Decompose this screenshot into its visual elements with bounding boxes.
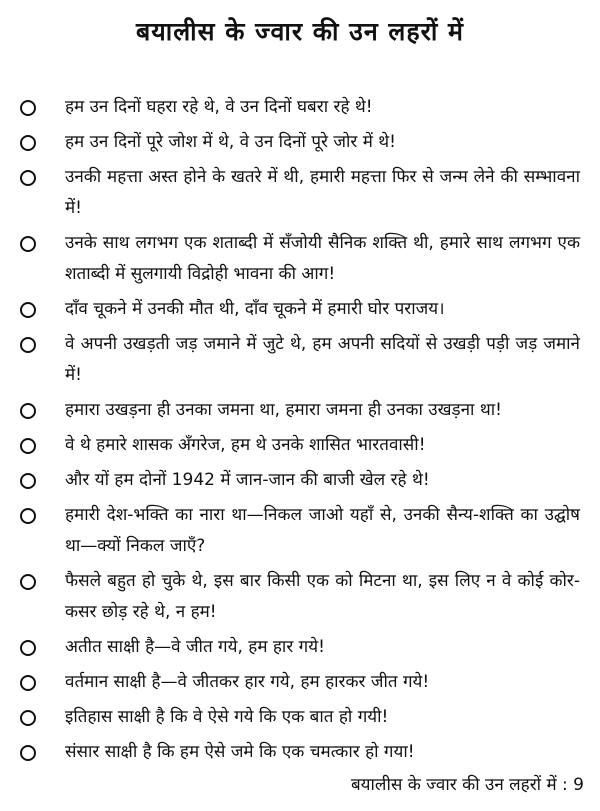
list-item-text: वर्तमान साक्षी है—वे जीतकर हार गये, हम हारकर जीत गये! [65, 672, 430, 692]
list-item [20, 465, 580, 496]
list-item-text: उनकी महत्ता अस्त होने के खतरे में थी, हमारी महत्ता फिर से जन्म लेने की सम्भावना में! [65, 167, 580, 218]
circle-bullet-icon [20, 302, 36, 318]
list-item [20, 702, 580, 733]
page-footer: बयालीस के ज्वार की उन लहरों में : 9 [350, 775, 584, 795]
circle-bullet-icon [20, 675, 36, 691]
circle-bullet-icon [20, 574, 36, 590]
circle-bullet-icon [20, 170, 36, 186]
circle-bullet-icon [20, 745, 36, 761]
list-item-text: वे थे हमारे शासक अँगरेज, हम थे उनके शासित भारतवासी! [65, 435, 426, 455]
list-item [20, 329, 580, 391]
circle-bullet-icon [20, 710, 36, 726]
list-item [20, 667, 580, 698]
list-item [20, 632, 580, 663]
list-item-text: इतिहास साक्षी है कि वे ऐसे गये कि एक बात हो गयी! [65, 707, 389, 727]
list-item [20, 500, 580, 562]
circle-bullet-icon [20, 135, 36, 151]
circle-bullet-icon [20, 403, 36, 419]
list-item [20, 127, 580, 158]
list-item [20, 430, 580, 461]
circle-bullet-icon [20, 508, 36, 524]
circle-bullet-icon [20, 438, 36, 454]
list-item-text: दाँव चूकने में उनकी मौत थी, दाँव चूकने में हमारी घोर पराजय। [65, 299, 445, 319]
bullet-list [20, 92, 580, 772]
list-item-text: अतीत साक्षी है—वे जीत गये, हम हार गये! [65, 637, 325, 657]
list-item [20, 92, 580, 123]
list-item [20, 294, 580, 325]
list-item-text: फैसले बहुत हो चुके थे, इस बार किसी एक को मिटना था, इस लिए न वे कोई कोर-कसर छोड़ रहे थे, न हम! [65, 571, 580, 622]
list-item [20, 395, 580, 426]
list-item-text: हमारा उखड़ना ही उनका जमना था, हमारा जमना ही उनका उखड़ना था! [65, 400, 502, 420]
circle-bullet-icon [20, 473, 36, 489]
list-item [20, 162, 580, 224]
circle-bullet-icon [20, 640, 36, 656]
circle-bullet-icon [20, 337, 36, 353]
list-item-text: वे अपनी उखड़ती जड़ जमाने में जुटे थे, हम अपनी सदियों से उखड़ी पड़ी जड़ जमाने में! [65, 334, 580, 385]
list-item-text: उनके साथ लगभग एक शताब्दी में सँजोयी सैनिक शक्ति थी, हमारे साथ लगभग एक शताब्दी में सुलगायी विद्रोही भावना की आग! [65, 233, 580, 284]
circle-bullet-icon [20, 236, 36, 252]
list-item [20, 737, 580, 768]
list-item-text: हम उन दिनों घहरा रहे थे, वे उन दिनों घबरा रहे थे! [65, 97, 373, 117]
page-title: बयालीस के ज्वार की उन लहरों में [135, 17, 465, 46]
list-item [20, 228, 580, 290]
list-item-text: हम उन दिनों पूरे जोश में थे, वे उन दिनों पूरे जोर में थे! [65, 132, 396, 152]
list-item-text: हमारी देश-भक्ति का नारा था—निकल जाओ यहाँ से, उनकी सैन्य-शक्ति का उद्घोष था—क्यों निकल जाएँ? [65, 505, 580, 556]
list-item-text: और यों हम दोनों 1942 में जान-जान की बाजी खेल रहे थे! [65, 470, 430, 490]
list-item [20, 566, 580, 628]
circle-bullet-icon [20, 100, 36, 116]
list-item-text: संसार साक्षी है कि हम ऐसे जमे कि एक चमत्कार हो गया! [65, 742, 415, 762]
